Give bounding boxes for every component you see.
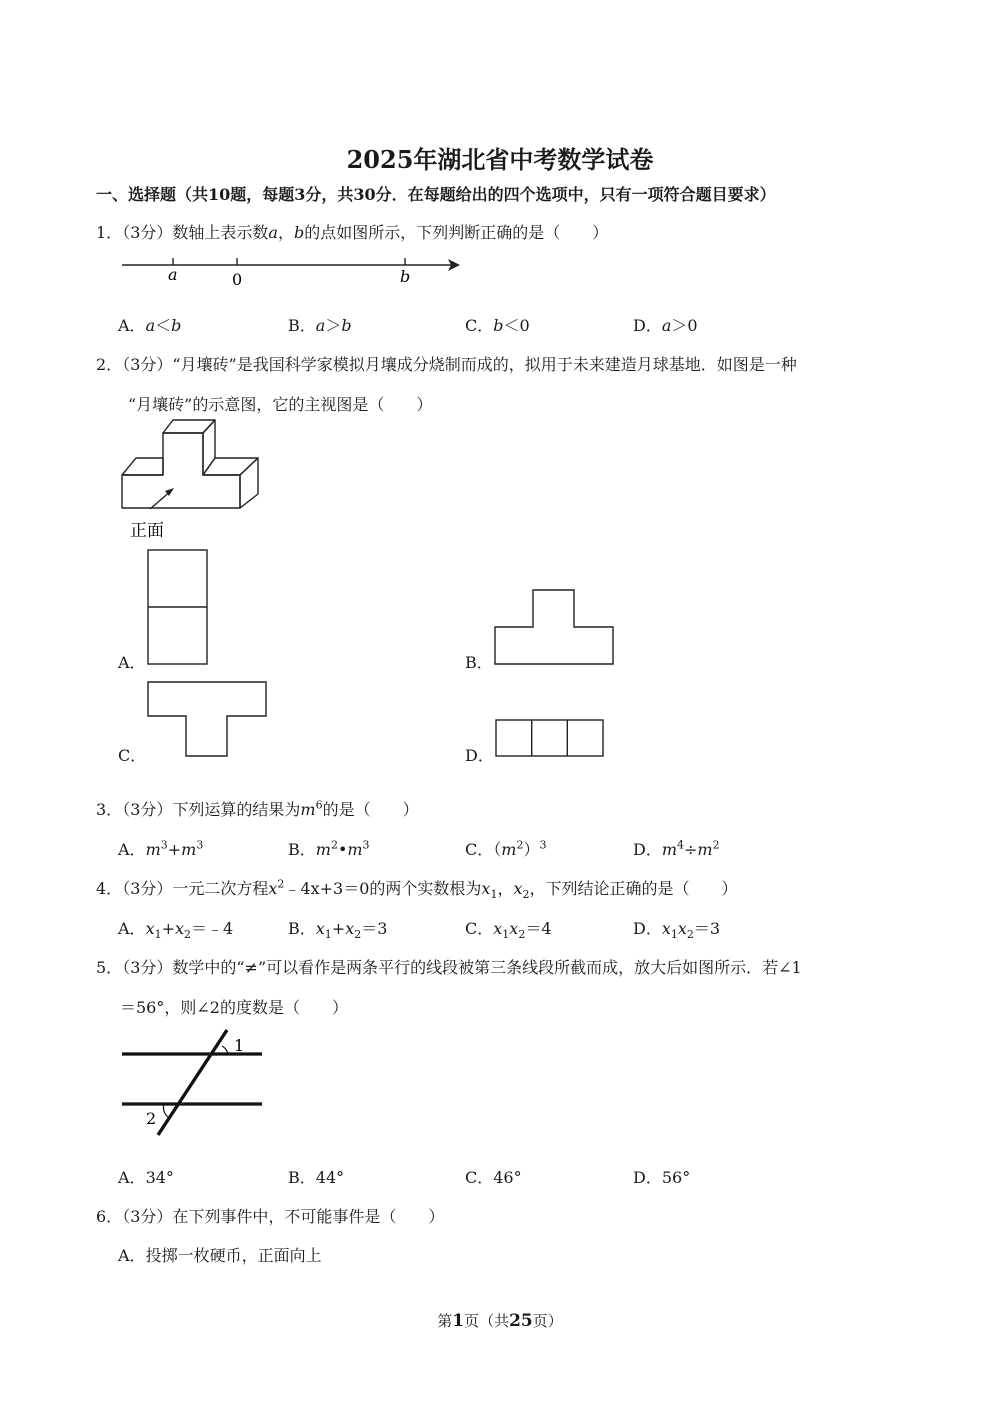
option-b-figure[interactable] bbox=[494, 589, 616, 667]
question-number: 1． bbox=[96, 223, 123, 242]
option-b[interactable]: B． bbox=[465, 653, 493, 672]
question-4: 4．（3分）一元二次方程$x^2﹣4x+3=0$的两个实数根为$x_1$，$x_2$，下列结论正确的是（ ） bbox=[96, 877, 738, 902]
option-a[interactable]: A．$x_1+x_2=﹣4$ bbox=[118, 919, 234, 942]
number-line-figure bbox=[120, 250, 470, 295]
question-score: （3分） bbox=[122, 958, 173, 977]
option-b[interactable]: B．$m^2•m^3$ bbox=[288, 838, 370, 859]
question-5-line2: ＝56°，则∠2的度数是（ ） bbox=[120, 998, 348, 1017]
question-6: 6．（3分）在下列事件中，不可能事件是（ ） bbox=[96, 1207, 445, 1226]
question-2: 2．（3分）“月壤砖”是我国科学家模拟月壤成分烧制而成的，拟用于未来建造月球基地．如图是一种 bbox=[96, 355, 797, 374]
question-5: 5．（3分）数学中的“≠”可以看作是两条平行的线段被第三条线段所截而成，放大后如图所示．若∠1 bbox=[96, 958, 802, 977]
question-2-line2: “月壤砖”的示意图，它的主视图是（ ） bbox=[128, 395, 433, 414]
question-number: 3． bbox=[96, 800, 123, 819]
option-d[interactable]: D．a＞0 bbox=[633, 316, 698, 335]
question-number: 5． bbox=[96, 958, 123, 977]
section-heading: 一、选择题（共10题，每题3分，共30分．在每题给出的四个选项中，只有一项符合题目要求） bbox=[96, 185, 776, 204]
page-number: 1 bbox=[452, 1311, 465, 1331]
angle-label-2: 2 bbox=[146, 1109, 157, 1128]
page-title: 2025年湖北省中考数学试卷 bbox=[346, 145, 654, 174]
option-c[interactable]: C．$x_1x_2=4$ bbox=[465, 919, 552, 942]
question-number: 2． bbox=[96, 355, 123, 374]
question-score: （3分） bbox=[122, 800, 173, 819]
option-a[interactable]: A．$m^3+m^3$ bbox=[118, 838, 204, 859]
option-b[interactable]: B．44° bbox=[288, 1168, 345, 1187]
option-d-figure[interactable] bbox=[495, 719, 605, 758]
not-equal-figure bbox=[120, 1028, 270, 1140]
option-d[interactable]: D．56° bbox=[633, 1168, 691, 1187]
label-0: 0 bbox=[232, 270, 243, 289]
question-number: 4． bbox=[96, 879, 123, 898]
label-b: b bbox=[400, 267, 411, 286]
option-c-figure[interactable] bbox=[147, 681, 269, 759]
question-3: 3．（3分）下列运算的结果为$m^6$的是（ ） bbox=[96, 798, 419, 819]
option-a[interactable]: A． bbox=[118, 653, 146, 672]
question-score: （3分） bbox=[122, 879, 173, 898]
option-c[interactable]: C．46° bbox=[465, 1168, 522, 1187]
question-number: 6． bbox=[96, 1207, 123, 1226]
option-a[interactable]: A．34° bbox=[118, 1168, 174, 1187]
angle-label-1: 1 bbox=[234, 1036, 245, 1055]
question-score: （3分） bbox=[122, 1207, 173, 1226]
transversal bbox=[158, 1030, 227, 1135]
moon-brick-figure bbox=[115, 412, 275, 547]
option-a[interactable]: A．投掷一枚硬币，正面向上 bbox=[118, 1246, 322, 1265]
page-footer: 第1页（共25页） bbox=[437, 1311, 563, 1331]
option-d[interactable]: D．$m^4\div m^2$ bbox=[633, 838, 720, 859]
option-b[interactable]: B．a＞b bbox=[288, 316, 352, 335]
front-label: 正面 bbox=[130, 521, 164, 541]
option-c[interactable]: C．$(m^2)^3$ bbox=[465, 838, 547, 859]
option-d[interactable]: D． bbox=[465, 746, 494, 765]
option-c[interactable]: C．b＜0 bbox=[465, 316, 530, 335]
option-b[interactable]: B．$x_1+x_2=3$ bbox=[288, 919, 388, 942]
page-total: 25 bbox=[509, 1311, 533, 1331]
option-c[interactable]: C． bbox=[118, 746, 147, 765]
question-score: （3分） bbox=[122, 355, 173, 374]
option-d[interactable]: D．$x_1x_2=3$ bbox=[633, 919, 721, 942]
label-a: a bbox=[168, 265, 178, 284]
question-1: 1．（3分）数轴上表示数a，b的点如图所示，下列判断正确的是（ ） bbox=[96, 223, 609, 242]
angle-2-arc bbox=[163, 1104, 168, 1117]
option-a[interactable]: A．a＜b bbox=[118, 316, 182, 335]
option-a-figure[interactable] bbox=[147, 549, 209, 667]
question-score: （3分） bbox=[122, 223, 173, 242]
